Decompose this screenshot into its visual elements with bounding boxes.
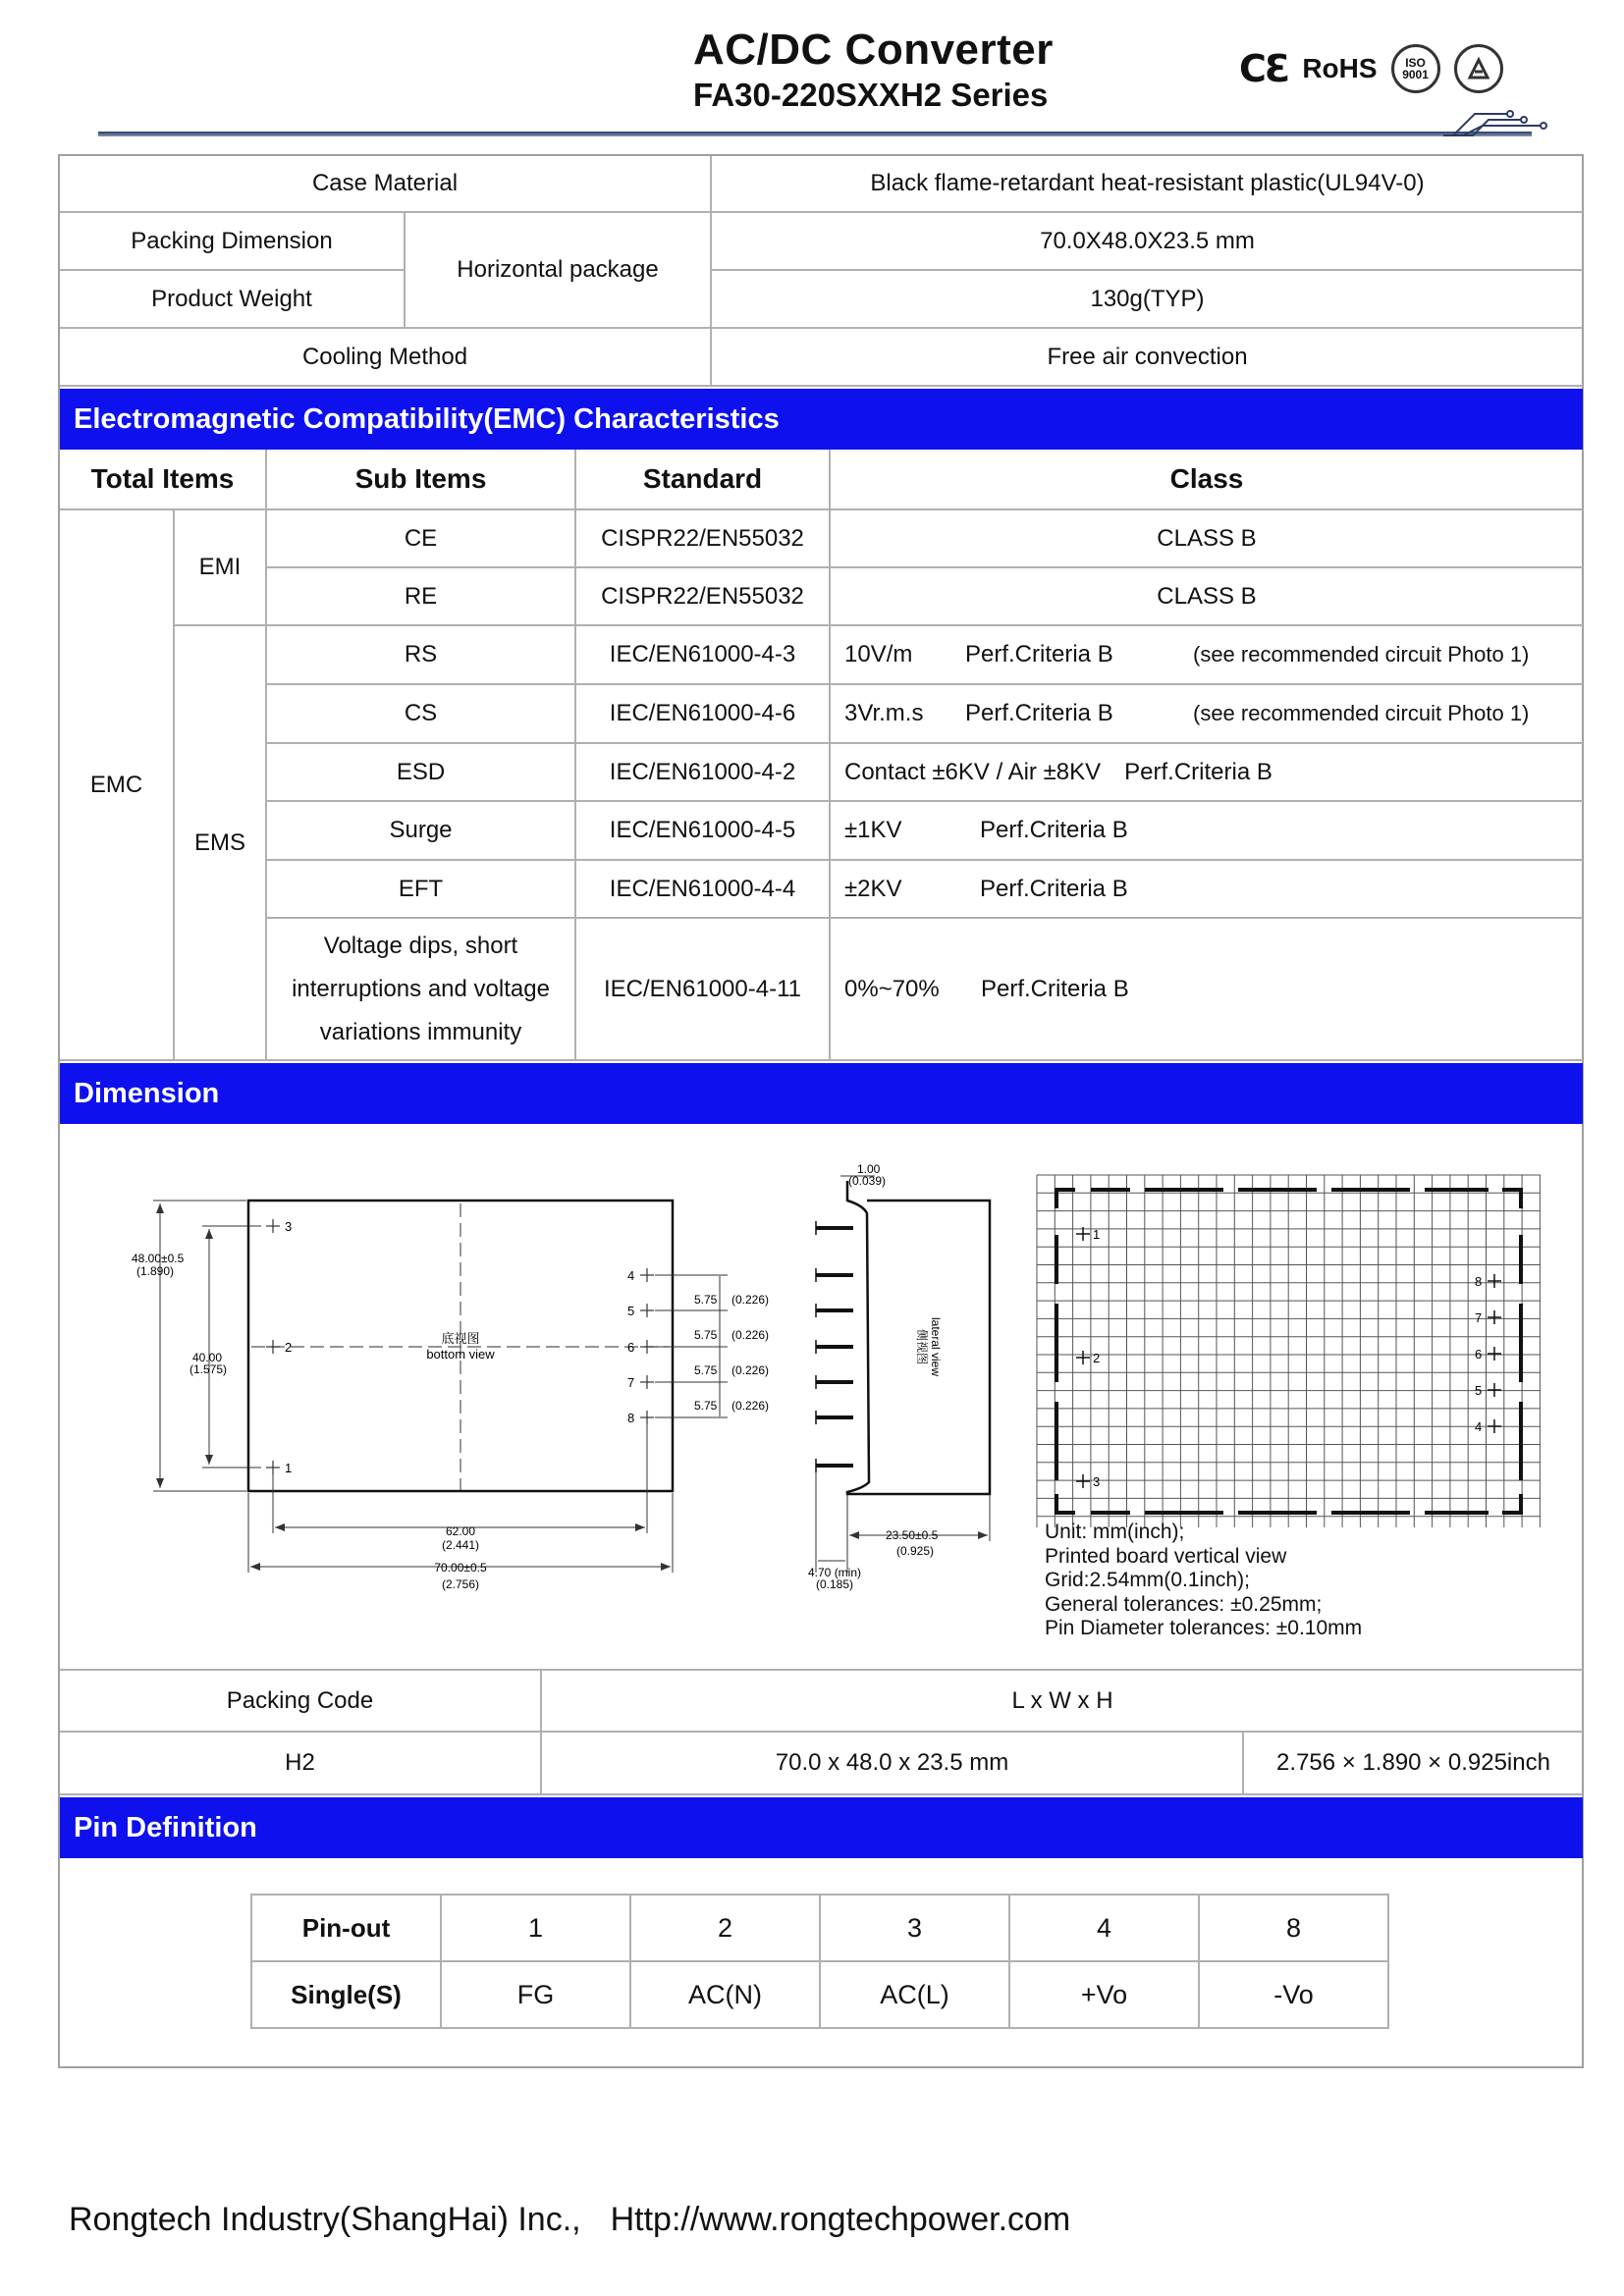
rohs-mark-logo: RoHS: [1302, 53, 1378, 83]
certification-marks: [1239, 39, 1503, 98]
lwh-label: L x W x H: [542, 1669, 1583, 1733]
emc-sub-item: Surge: [267, 802, 576, 861]
emc-class-level: 3Vr.m.s: [844, 700, 924, 726]
product-weight-value: 130g(TYP): [712, 271, 1583, 329]
circuit-trace-decoration: [1434, 106, 1551, 139]
case-material-label: Case Material: [60, 156, 712, 213]
lateral-view-cn: 侧视图: [915, 1328, 929, 1365]
dim-pitch-inch: (0.226): [731, 1363, 770, 1377]
note-general-tolerance: General tolerances: ±0.25mm;: [1045, 1592, 1323, 1616]
dim-height-total-inch: (1.890): [136, 1264, 175, 1278]
product-weight-label: Product Weight: [60, 271, 406, 329]
emc-standard: IEC/EN61000-4-11: [576, 919, 831, 1061]
horizontal-package-label: Horizontal package: [406, 213, 712, 329]
emi-group-label: EMI: [175, 510, 267, 626]
note-grid: Grid:2.54mm(0.1inch);: [1045, 1569, 1250, 1591]
packing-code-value: H2: [60, 1733, 542, 1795]
size-mm-value: 70.0 x 48.0 x 23.5 mm: [542, 1733, 1244, 1795]
emc-class-criteria: Perf.Criteria B: [980, 817, 1128, 843]
dim-height-pins: 40.00: [192, 1351, 223, 1364]
size-inch-value: 2.756 × 1.890 × 0.925inch: [1244, 1733, 1583, 1795]
pin-label: 2: [285, 1340, 293, 1355]
pin-function: -Vo: [1199, 1961, 1388, 2028]
pin-number: 3: [820, 1895, 1009, 1961]
emc-standard: CISPR22/EN55032: [576, 568, 831, 626]
pin-label: 7: [1475, 1310, 1483, 1325]
emc-header-class: Class: [831, 450, 1583, 510]
ce-mark-logo: CƐ: [1239, 47, 1289, 90]
emc-sub-item: RE: [267, 568, 576, 626]
emc-class: [831, 744, 1583, 802]
emc-total-item: EMC: [60, 510, 175, 1061]
emc-class: [831, 861, 1583, 919]
printed-board-grid: [1037, 1175, 1541, 1527]
emc-class-criteria: Perf.Criteria B: [1124, 758, 1272, 785]
pin-function: FG: [441, 1961, 630, 2028]
drawing-notes: [1045, 1521, 1362, 1641]
emc-sub-item: CE: [267, 510, 576, 568]
emc-class-level: 10V/m: [844, 641, 913, 667]
pin-function: AC(L): [820, 1961, 1009, 2028]
pin-function: AC(N): [630, 1961, 820, 2028]
emc-standard: IEC/EN61000-4-5: [576, 802, 831, 861]
dim-height-pins-inch: (1.575): [189, 1362, 228, 1376]
emc-sub-item: EFT: [267, 861, 576, 919]
pin-label: 3: [285, 1219, 293, 1234]
note-unit: Unit: mm(inch);: [1045, 1521, 1185, 1543]
document-title: AC/DC Converter: [693, 26, 1054, 74]
header-rule: [98, 132, 1532, 136]
pin-label: 8: [1475, 1274, 1483, 1289]
emc-standard: CISPR22/EN55032: [576, 510, 831, 568]
emc-sub-item: CS: [267, 685, 576, 744]
pin-label: 1: [1093, 1227, 1101, 1242]
note-pin-tolerance: Pin Diameter tolerances: ±0.10mm: [1045, 1617, 1363, 1639]
emc-class-level: Contact ±6KV / Air ±8KV: [844, 758, 1102, 785]
packing-dimension-label: Packing Dimension: [60, 213, 406, 271]
emc-class: [831, 802, 1583, 861]
dim-width-total-inch: (2.756): [441, 1577, 480, 1591]
dim-width-pins: 62.00: [445, 1524, 476, 1538]
emc-class: [831, 626, 1583, 685]
dim-pitch: 5.75: [694, 1363, 718, 1377]
ems-group-label: EMS: [175, 626, 267, 1061]
emc-class-criteria: Perf.Criteria B: [965, 641, 1113, 667]
pin-label: 6: [1475, 1347, 1483, 1362]
lateral-view-label: lateral view: [929, 1316, 943, 1377]
dim-pin-length: 1.00: [857, 1162, 881, 1176]
pin-label: 1: [285, 1461, 293, 1475]
lateral-view-drawing: [808, 1162, 990, 1591]
dim-depth: 23.50±0.5: [886, 1528, 939, 1542]
dim-depth-inch: (0.925): [896, 1544, 935, 1558]
emc-class-note: (see recommended circuit Photo 1): [1193, 642, 1530, 667]
dim-pitch: 5.75: [694, 1293, 718, 1307]
case-material-value: Black flame-retardant heat-resistant plastic(UL94V-0): [712, 156, 1583, 213]
note-view: Printed board vertical view: [1045, 1544, 1287, 1568]
dim-pin-min-inch: (0.185): [816, 1577, 854, 1591]
pin-label: 7: [627, 1375, 635, 1390]
pin-function: +Vo: [1009, 1961, 1199, 2028]
emc-class-level: ±2KV: [844, 875, 902, 902]
footer: [69, 2201, 1070, 2239]
emc-class-criteria: Perf.Criteria B: [980, 875, 1128, 902]
company-logo-icon: [1454, 44, 1503, 93]
pin-number: 1: [441, 1895, 630, 1961]
dim-height-total: 48.00±0.5: [132, 1252, 185, 1265]
packing-code-label: Packing Code: [60, 1669, 542, 1733]
pin-label: 3: [1093, 1474, 1101, 1489]
emc-standard: IEC/EN61000-4-4: [576, 861, 831, 919]
dim-width-total: 70.00±0.5: [434, 1561, 487, 1575]
pin-label: 8: [627, 1411, 635, 1425]
pin-definition-section-header: Pin Definition: [60, 1797, 1583, 1858]
pin-number-row: [251, 1895, 1388, 1961]
dim-pin-length-inch: (0.039): [848, 1174, 887, 1188]
pin-label: 5: [1475, 1383, 1483, 1398]
emc-standard: IEC/EN61000-4-2: [576, 744, 831, 802]
pin-label: 2: [1093, 1351, 1101, 1365]
company-url-link[interactable]: Http://www.rongtechpower.com: [610, 2201, 1071, 2238]
pin-number: 2: [630, 1895, 820, 1961]
emc-header-standard: Standard: [576, 450, 831, 510]
bottom-view-label: bottom view: [426, 1347, 495, 1362]
emc-sub-item: Voltage dips, short interruptions and voltage variations immunity: [267, 919, 576, 1061]
pin-definition-table: [250, 1894, 1389, 2029]
bottom-view-cn: 底视图: [441, 1331, 480, 1346]
cooling-method-label: Cooling Method: [60, 329, 712, 387]
dim-pin-min: 4.70 (min): [808, 1566, 862, 1579]
pin-out-header: Pin-out: [251, 1895, 441, 1961]
pin-label: 4: [1475, 1419, 1483, 1434]
emc-class: [831, 919, 1583, 1061]
emc-class: [831, 685, 1583, 744]
pin-label: 5: [627, 1304, 635, 1318]
single-output-header: Single(S): [251, 1961, 441, 2028]
emc-class-criteria: Perf.Criteria B: [965, 700, 1113, 726]
pin-number: 8: [1199, 1895, 1388, 1961]
dim-pitch-inch: (0.226): [731, 1328, 770, 1342]
dim-pitch: 5.75: [694, 1328, 718, 1342]
emc-class-level: ±1KV: [844, 817, 902, 843]
emc-standard: IEC/EN61000-4-3: [576, 626, 831, 685]
emc-class: CLASS B: [831, 568, 1583, 626]
dim-pitch-inch: (0.226): [731, 1293, 770, 1307]
document-subtitle: FA30-220SXXH2 Series: [693, 77, 1049, 113]
emc-header-sub-items: Sub Items: [267, 450, 576, 510]
emc-sub-item: ESD: [267, 744, 576, 802]
cooling-method-value: Free air convection: [712, 329, 1583, 387]
packing-dimension-value: 70.0X48.0X23.5 mm: [712, 213, 1583, 271]
dimension-section-header: Dimension: [60, 1063, 1583, 1124]
dim-pitch-inch: (0.226): [731, 1399, 770, 1413]
emc-class-note: (see recommended circuit Photo 1): [1193, 701, 1530, 725]
emc-class-criteria: Perf.Criteria B: [981, 975, 1129, 1002]
pin-label: 6: [627, 1340, 635, 1355]
emc-sub-item: RS: [267, 626, 576, 685]
iso-9001-logo: ISO 9001: [1391, 44, 1440, 93]
pin-label: 4: [627, 1268, 635, 1283]
emc-header-total-items: Total Items: [60, 450, 267, 510]
pin-function-row: [251, 1961, 1388, 2028]
company-name: Rongtech Industry(ShangHai) Inc.,: [69, 2201, 581, 2238]
dim-pitch: 5.75: [694, 1399, 718, 1413]
dim-width-pins-inch: (2.441): [441, 1538, 480, 1552]
emc-standard: IEC/EN61000-4-6: [576, 685, 831, 744]
emc-section-header: Electromagnetic Compatibility(EMC) Characteristics: [60, 389, 1583, 450]
emc-class: CLASS B: [831, 510, 1583, 568]
pin-number: 4: [1009, 1895, 1199, 1961]
emc-class-level: 0%~70%: [844, 975, 940, 1002]
bottom-view-drawing: [132, 1201, 769, 1591]
